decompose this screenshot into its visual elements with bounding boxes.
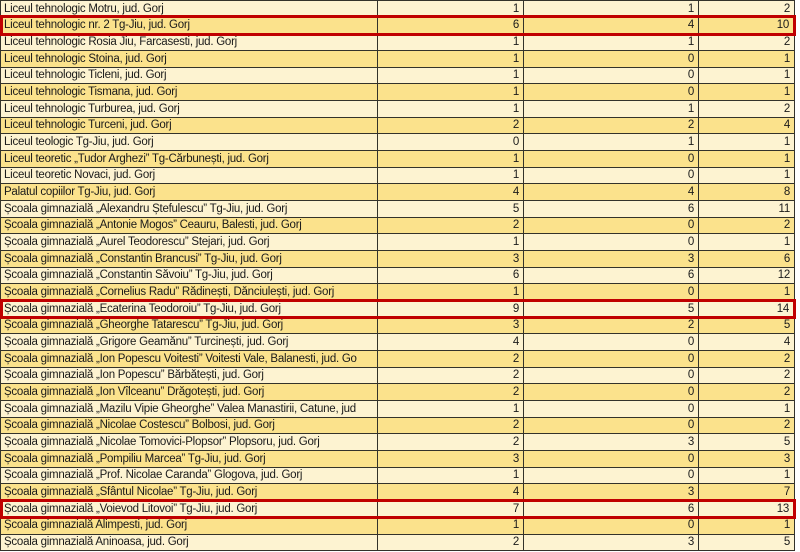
value-col1-cell[interactable]: 1 (378, 34, 524, 50)
total-col-cell[interactable]: 1 (783, 235, 790, 248)
value-col2-cell[interactable]: 0 (524, 84, 699, 100)
table-row[interactable] (1, 268, 794, 285)
table-row[interactable] (1, 468, 794, 485)
table-row[interactable] (1, 168, 794, 185)
value-col2-cell[interactable]: 0 (524, 151, 699, 167)
school-name-cell[interactable]: Școala gimnazială „Ecaterina Teodoroiu” Tg-Jiu, jud. Gorj (1, 301, 378, 317)
table-row[interactable] (1, 368, 794, 385)
school-name-cell[interactable]: Liceul teologic Tg-Jiu, jud. Gorj (1, 134, 378, 150)
total-col-cell[interactable]: 13 (699, 501, 794, 517)
value-col2-cell[interactable]: 3 (524, 535, 699, 551)
value-col2-cell[interactable]: 0 (524, 334, 699, 350)
value-col2-cell[interactable]: 0 (524, 384, 699, 400)
table-row[interactable] (1, 451, 794, 468)
value-col1-cell[interactable]: 3 (378, 318, 524, 334)
school-name-cell[interactable]: Liceul tehnologic nr. 2 Tg-Jiu, jud. Gorj (1, 18, 378, 34)
school-name-cell[interactable]: Școala gimnazială „Ion Popescu Voitesti” Voitesti Vale, Balanesti, jud. Go (1, 351, 378, 367)
value-col2-cell[interactable]: 0 (524, 451, 699, 467)
school-name-cell[interactable]: Școala gimnazială „Nicolae Tomovici-Plopsor” Plopsoru, jud. Gorj (1, 434, 378, 450)
value-col2-cell[interactable]: 0 (524, 218, 699, 234)
value-col2-cell[interactable]: 0 (524, 351, 699, 367)
school-name-cell[interactable]: Școala gimnazială „Pompiliu Marcea” Tg-Jiu, jud. Gorj (1, 451, 378, 467)
value-col2-cell[interactable]: 0 (524, 51, 699, 67)
total-col-cell[interactable]: 1 (783, 402, 790, 415)
school-name-cell[interactable]: Liceul tehnologic Ticleni, jud. Gorj (1, 68, 378, 84)
value-col2-cell[interactable]: 0 (524, 418, 699, 434)
table-row[interactable] (1, 134, 794, 151)
school-name-cell[interactable]: Școala gimnazială „Constantin Săvoiu” Tg-Jiu, jud. Gorj (1, 268, 378, 284)
table-row[interactable] (1, 118, 794, 135)
value-col2-cell[interactable]: 1 (524, 101, 699, 117)
school-name-cell[interactable]: Școala gimnazială „Mazilu Vipie Gheorghe” Valea Manastirii, Catune, jud (1, 401, 378, 417)
table-row[interactable] (1, 501, 794, 518)
total-col-cell[interactable]: 6 (783, 252, 790, 265)
total-col-cell[interactable]: 2 (783, 35, 790, 48)
school-name-cell[interactable]: Liceul tehnologic Motru, jud. Gorj (1, 1, 378, 17)
table-row[interactable] (1, 384, 794, 401)
total-col-cell[interactable]: 2 (783, 2, 790, 15)
value-col1-cell[interactable]: 2 (378, 218, 524, 234)
total-col-cell[interactable]: 1 (783, 469, 790, 482)
total-col-cell[interactable]: 4 (783, 119, 790, 132)
total-col-cell[interactable]: 11 (778, 202, 790, 215)
value-col2-cell[interactable]: 0 (524, 284, 699, 300)
table-row[interactable] (1, 84, 794, 101)
total-col-cell[interactable]: 7 (783, 486, 790, 499)
value-col1-cell[interactable]: 1 (378, 234, 524, 250)
value-col1-cell[interactable]: 9 (378, 301, 524, 317)
value-col2-cell[interactable]: 2 (524, 118, 699, 134)
table-row[interactable] (1, 351, 794, 368)
table-row[interactable] (1, 201, 794, 218)
school-name-cell[interactable]: Școala gimnazială „Constantin Brancusi” Tg-Jiu, jud. Gorj (1, 251, 378, 267)
total-col-cell[interactable]: 4 (783, 336, 790, 349)
value-col2-cell[interactable]: 0 (524, 368, 699, 384)
value-col1-cell[interactable]: 2 (378, 118, 524, 134)
value-col2-cell[interactable]: 6 (524, 201, 699, 217)
total-col-cell[interactable]: 5 (783, 436, 790, 449)
value-col1-cell[interactable]: 1 (378, 151, 524, 167)
value-col2-cell[interactable]: 3 (524, 434, 699, 450)
value-col1-cell[interactable]: 1 (378, 518, 524, 534)
total-col-cell[interactable]: 1 (783, 135, 790, 148)
table-row[interactable] (1, 301, 794, 318)
value-col1-cell[interactable]: 1 (378, 51, 524, 67)
value-col1-cell[interactable]: 4 (378, 484, 524, 500)
total-col-cell[interactable]: 2 (783, 419, 790, 432)
value-col2-cell[interactable]: 0 (524, 401, 699, 417)
table-row[interactable] (1, 68, 794, 85)
total-col-cell[interactable]: 2 (783, 352, 790, 365)
value-col2-cell[interactable]: 0 (524, 518, 699, 534)
total-col-cell[interactable]: 1 (783, 85, 790, 98)
table-row[interactable] (1, 18, 794, 35)
table-row[interactable] (1, 518, 794, 535)
value-col2-cell[interactable]: 3 (524, 484, 699, 500)
table-row[interactable] (1, 151, 794, 168)
value-col2-cell[interactable]: 1 (524, 1, 699, 17)
total-col-cell[interactable]: 10 (699, 18, 794, 34)
table-row[interactable] (1, 535, 794, 551)
school-name-cell[interactable]: Liceul tehnologic Turburea, jud. Gorj (1, 101, 378, 117)
value-col1-cell[interactable]: 7 (378, 501, 524, 517)
school-name-cell[interactable]: Școala gimnazială „Cornelius Radu” Rădinești, Dănciulești, jud. Gorj (1, 284, 378, 300)
table-row[interactable] (1, 101, 794, 118)
value-col2-cell[interactable]: 0 (524, 468, 699, 484)
total-col-cell[interactable]: 5 (783, 319, 790, 332)
value-col1-cell[interactable]: 5 (378, 201, 524, 217)
value-col1-cell[interactable]: 2 (378, 351, 524, 367)
table-row[interactable] (1, 434, 794, 451)
school-name-cell[interactable]: Școala gimnazială „Sfântul Nicolae” Tg-Jiu, jud. Gorj (1, 484, 378, 500)
school-name-cell[interactable]: Școala gimnazială Aninoasa, jud. Gorj (1, 535, 378, 551)
table-row[interactable] (1, 234, 794, 251)
school-name-cell[interactable]: Palatul copiilor Tg-Jiu, jud. Gorj (1, 184, 378, 200)
table-row[interactable] (1, 251, 794, 268)
value-col1-cell[interactable]: 1 (378, 168, 524, 184)
value-col1-cell[interactable]: 1 (378, 68, 524, 84)
value-col2-cell[interactable]: 4 (524, 184, 699, 200)
value-col1-cell[interactable]: 1 (378, 1, 524, 17)
total-col-cell[interactable]: 2 (783, 102, 790, 115)
value-col1-cell[interactable]: 1 (378, 84, 524, 100)
value-col1-cell[interactable]: 2 (378, 384, 524, 400)
value-col2-cell[interactable]: 1 (524, 134, 699, 150)
total-col-cell[interactable]: 1 (783, 519, 790, 532)
table-row[interactable] (1, 401, 794, 418)
value-col1-cell[interactable]: 4 (378, 184, 524, 200)
value-col1-cell[interactable]: 1 (378, 468, 524, 484)
school-name-cell[interactable]: Școala gimnazială „Gheorghe Tatarescu” Tg-Jiu, jud. Gorj (1, 318, 378, 334)
table-row[interactable] (1, 184, 794, 201)
school-name-cell[interactable]: Școala gimnazială „Ion Popescu” Bărbătești, jud. Gorj (1, 368, 378, 384)
school-name-cell[interactable]: Școala gimnazială Alimpesti, jud. Gorj (1, 518, 378, 534)
value-col1-cell[interactable]: 2 (378, 535, 524, 551)
value-col1-cell[interactable]: 3 (378, 251, 524, 267)
value-col2-cell[interactable]: 0 (524, 168, 699, 184)
table-row[interactable] (1, 418, 794, 435)
value-col2-cell[interactable]: 6 (524, 501, 699, 517)
total-col-cell[interactable]: 14 (699, 301, 794, 317)
value-col2-cell[interactable]: 5 (524, 301, 699, 317)
school-name-cell[interactable]: Liceul tehnologic Tismana, jud. Gorj (1, 84, 378, 100)
value-col2-cell[interactable]: 0 (524, 234, 699, 250)
value-col1-cell[interactable]: 6 (378, 268, 524, 284)
value-col1-cell[interactable]: 2 (378, 434, 524, 450)
table-row[interactable] (1, 218, 794, 235)
table-row[interactable] (1, 318, 794, 335)
total-col-cell[interactable]: 12 (777, 269, 790, 282)
total-col-cell[interactable]: 2 (783, 219, 790, 232)
value-col1-cell[interactable]: 0 (378, 134, 524, 150)
school-name-cell[interactable]: Liceul teoretic „Tudor Arghezi” Tg-Cărbunești, jud. Gorj (1, 151, 378, 167)
value-col1-cell[interactable]: 1 (378, 284, 524, 300)
total-col-cell[interactable]: 8 (783, 185, 790, 198)
value-col2-cell[interactable]: 6 (524, 268, 699, 284)
school-name-cell[interactable]: Școala gimnazială „Ion Vîlceanu” Drăgotești, jud. Gorj (1, 384, 378, 400)
value-col1-cell[interactable]: 3 (378, 451, 524, 467)
total-col-cell[interactable]: 1 (783, 152, 790, 165)
value-col1-cell[interactable]: 2 (378, 368, 524, 384)
value-col2-cell[interactable]: 2 (524, 318, 699, 334)
total-col-cell[interactable]: 2 (783, 386, 790, 399)
value-col2-cell[interactable]: 3 (524, 251, 699, 267)
school-name-cell[interactable]: Școala gimnazială „Voievod Litovoi” Tg-Jiu, jud. Gorj (1, 501, 378, 517)
value-col2-cell[interactable]: 0 (524, 68, 699, 84)
total-col-cell[interactable]: 2 (783, 369, 790, 382)
school-name-cell[interactable]: Școala gimnazială „Nicolae Costescu” Bolbosi, jud. Gorj (1, 418, 378, 434)
school-name-cell[interactable]: Școala gimnazială „Aurel Teodorescu” Stejari, jud. Gorj (1, 234, 378, 250)
table-row[interactable] (1, 1, 794, 18)
school-name-cell[interactable]: Liceul teoretic Novaci, jud. Gorj (1, 168, 378, 184)
school-name-cell[interactable]: Școala gimnazială „Prof. Nicolae Caranda” Glogova, jud. Gorj (1, 468, 378, 484)
total-col-cell[interactable]: 1 (783, 69, 790, 82)
value-col1-cell[interactable]: 2 (378, 418, 524, 434)
school-name-cell[interactable]: Liceul tehnologic Stoina, jud. Gorj (1, 51, 378, 67)
table-row[interactable] (1, 51, 794, 68)
total-col-cell[interactable]: 5 (783, 536, 790, 549)
school-name-cell[interactable]: Liceul tehnologic Rosia Jiu, Farcasesti, jud. Gorj (1, 34, 378, 50)
value-col1-cell[interactable]: 1 (378, 401, 524, 417)
table-row[interactable] (1, 334, 794, 351)
value-col2-cell[interactable]: 1 (524, 34, 699, 50)
table-row[interactable] (1, 34, 794, 51)
school-name-cell[interactable]: Școala gimnazială „Antonie Mogos” Ceauru, Balesti, jud. Gorj (1, 218, 378, 234)
total-col-cell[interactable]: 1 (783, 52, 790, 65)
value-col1-cell[interactable]: 1 (378, 101, 524, 117)
school-name-cell[interactable]: Școala gimnazială „Alexandru Ștefulescu” Tg-Jiu, jud. Gorj (1, 201, 378, 217)
table-row[interactable] (1, 484, 794, 501)
value-col1-cell[interactable]: 6 (378, 18, 524, 34)
total-col-cell[interactable]: 1 (783, 169, 790, 182)
value-col2-cell[interactable]: 4 (524, 18, 699, 34)
school-name-cell[interactable]: Școala gimnazială „Grigore Geamănu” Turcinești, jud. Gorj (1, 334, 378, 350)
school-name-cell[interactable]: Liceul tehnologic Turceni, jud. Gorj (1, 118, 378, 134)
value-col1-cell[interactable]: 4 (378, 334, 524, 350)
total-col-cell[interactable]: 1 (783, 286, 790, 298)
total-col-cell[interactable]: 3 (783, 452, 790, 465)
table-row[interactable] (1, 284, 794, 301)
